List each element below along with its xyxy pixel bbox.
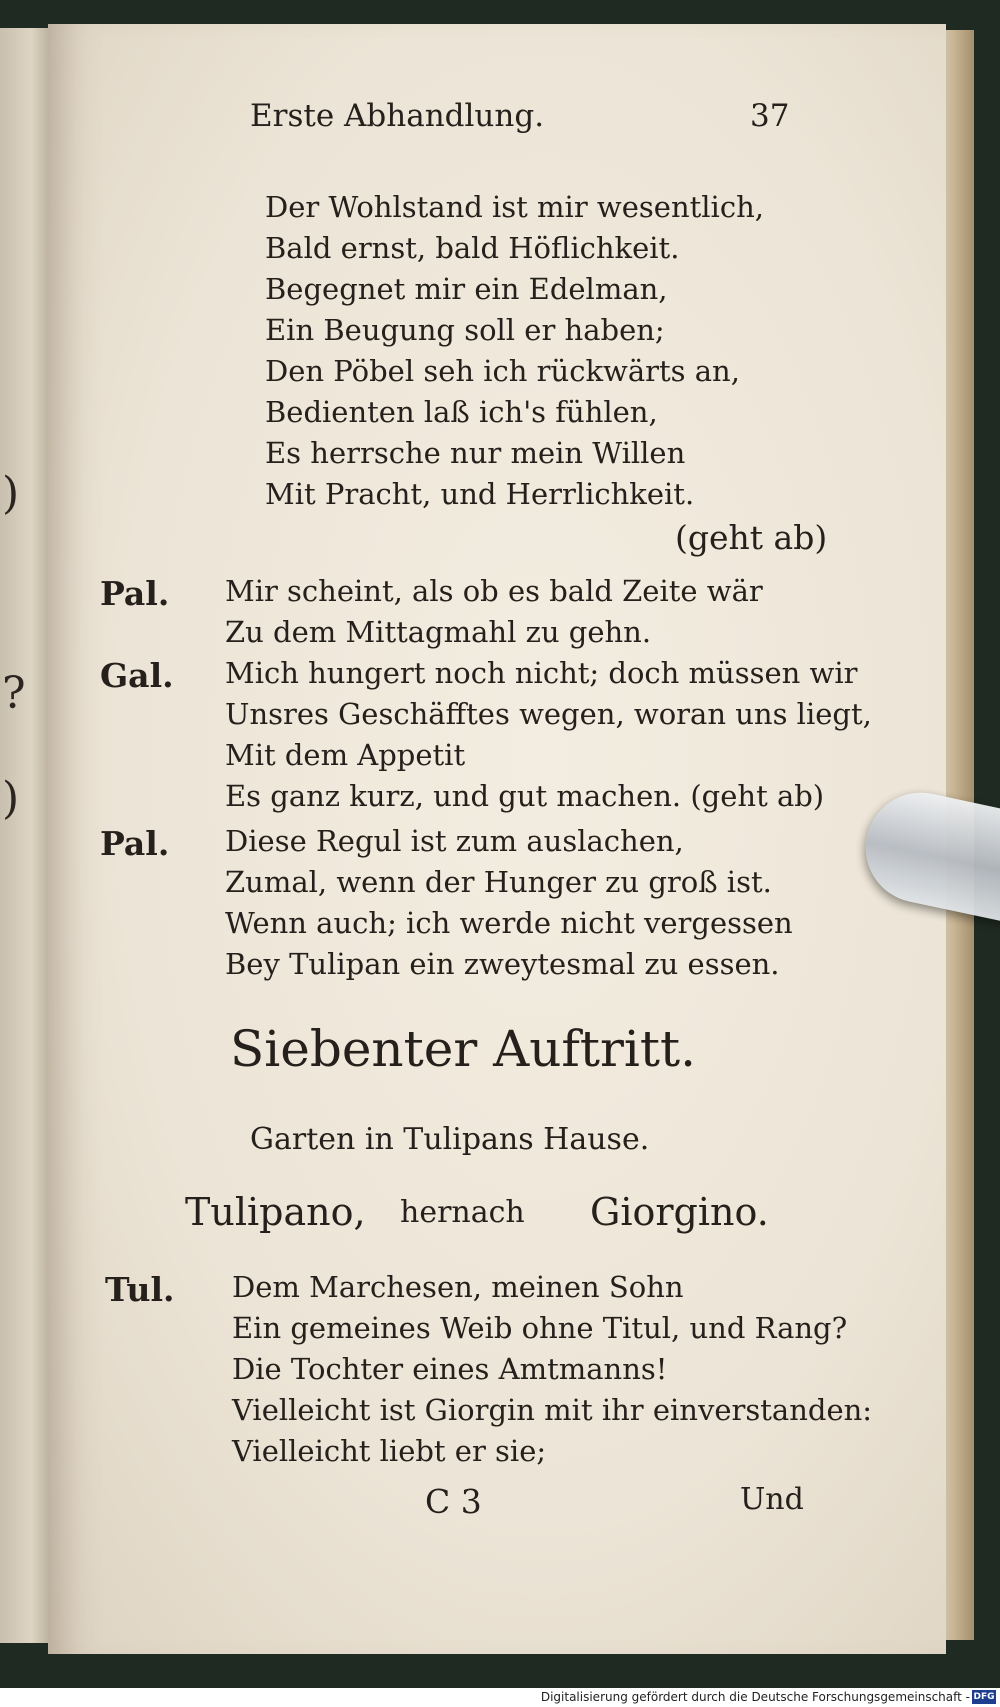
scene-heading: Siebenter Auftritt.	[230, 1020, 696, 1078]
left-page-mark: )	[2, 773, 20, 824]
verse-line: Unsres Geschäfftes wegen, woran uns liegt,	[225, 697, 872, 731]
verse-line: Vielleicht liebt er sie;	[232, 1434, 547, 1468]
speaker-label: Gal.	[100, 656, 174, 695]
verse-line: Den Pöbel seh ich rückwärts an,	[265, 354, 740, 388]
verse-line: Es herrsche nur mein Willen	[265, 436, 686, 470]
verse-line: Mir scheint, als ob es bald Zeite wär	[225, 574, 763, 608]
speaker-label: Pal.	[100, 824, 170, 863]
verse-line: Wenn auch; ich werde nicht vergessen	[225, 906, 793, 940]
verse-line: Mit Pracht, und Herrlichkeit.	[265, 477, 695, 511]
running-header: Erste Abhandlung.	[250, 98, 545, 134]
cast-name: Tulipano,	[185, 1190, 366, 1234]
verse-line: Dem Marchesen, meinen Sohn	[232, 1270, 684, 1304]
verse-line: Es ganz kurz, und gut machen. (geht ab)	[225, 779, 825, 813]
verse-line: Zumal, wenn der Hunger zu groß ist.	[225, 865, 772, 899]
verse-line: Ein Beugung soll er haben;	[265, 313, 665, 347]
left-page-mark: ?	[2, 668, 26, 719]
scene-setting: Garten in Tulipans Hause.	[250, 1122, 650, 1157]
left-page-mark: )	[2, 468, 20, 519]
cast-connector: hernach	[400, 1195, 525, 1230]
verse-line: Die Tochter eines Amtmanns!	[232, 1352, 668, 1386]
verse-line: Mit dem Appetit	[225, 738, 466, 772]
verse-line: Zu dem Mittagmahl zu gehn.	[225, 615, 652, 649]
dfg-logo: DFG	[973, 1692, 995, 1702]
verse-line: Begegnet mir ein Edelman,	[265, 272, 668, 306]
verse-line: Diese Regul ist zum auslachen,	[225, 824, 684, 858]
speaker-label: Pal.	[100, 574, 170, 613]
catchword: Und	[740, 1482, 804, 1517]
digitization-footer	[0, 1688, 1000, 1707]
verse-line: Bedienten laß ich's fühlen,	[265, 395, 658, 429]
footer-credit: Digitalisierung gefördert durch die Deutsche Forschungsgemeinschaft -	[540, 1690, 970, 1704]
speaker-label: Tul.	[105, 1270, 175, 1309]
verse-line: Vielleicht ist Giorgin mit ihr einverstanden:	[232, 1393, 873, 1427]
left-page-edge	[0, 28, 52, 1643]
page-number: 37	[750, 98, 790, 134]
verse-line: Mich hungert noch nicht; doch müssen wir	[225, 656, 858, 690]
cast-name: Giorgino.	[590, 1190, 769, 1234]
verse-line: Ein gemeines Weib ohne Titul, und Rang?	[232, 1311, 848, 1345]
signature-mark: C 3	[425, 1482, 482, 1521]
verse-line: Der Wohlstand ist mir wesentlich,	[265, 190, 764, 224]
stage-direction: (geht ab)	[675, 518, 828, 557]
verse-line: Bey Tulipan ein zweytesmal zu essen.	[225, 947, 780, 981]
verse-line: Bald ernst, bald Höflichkeit.	[265, 231, 680, 265]
